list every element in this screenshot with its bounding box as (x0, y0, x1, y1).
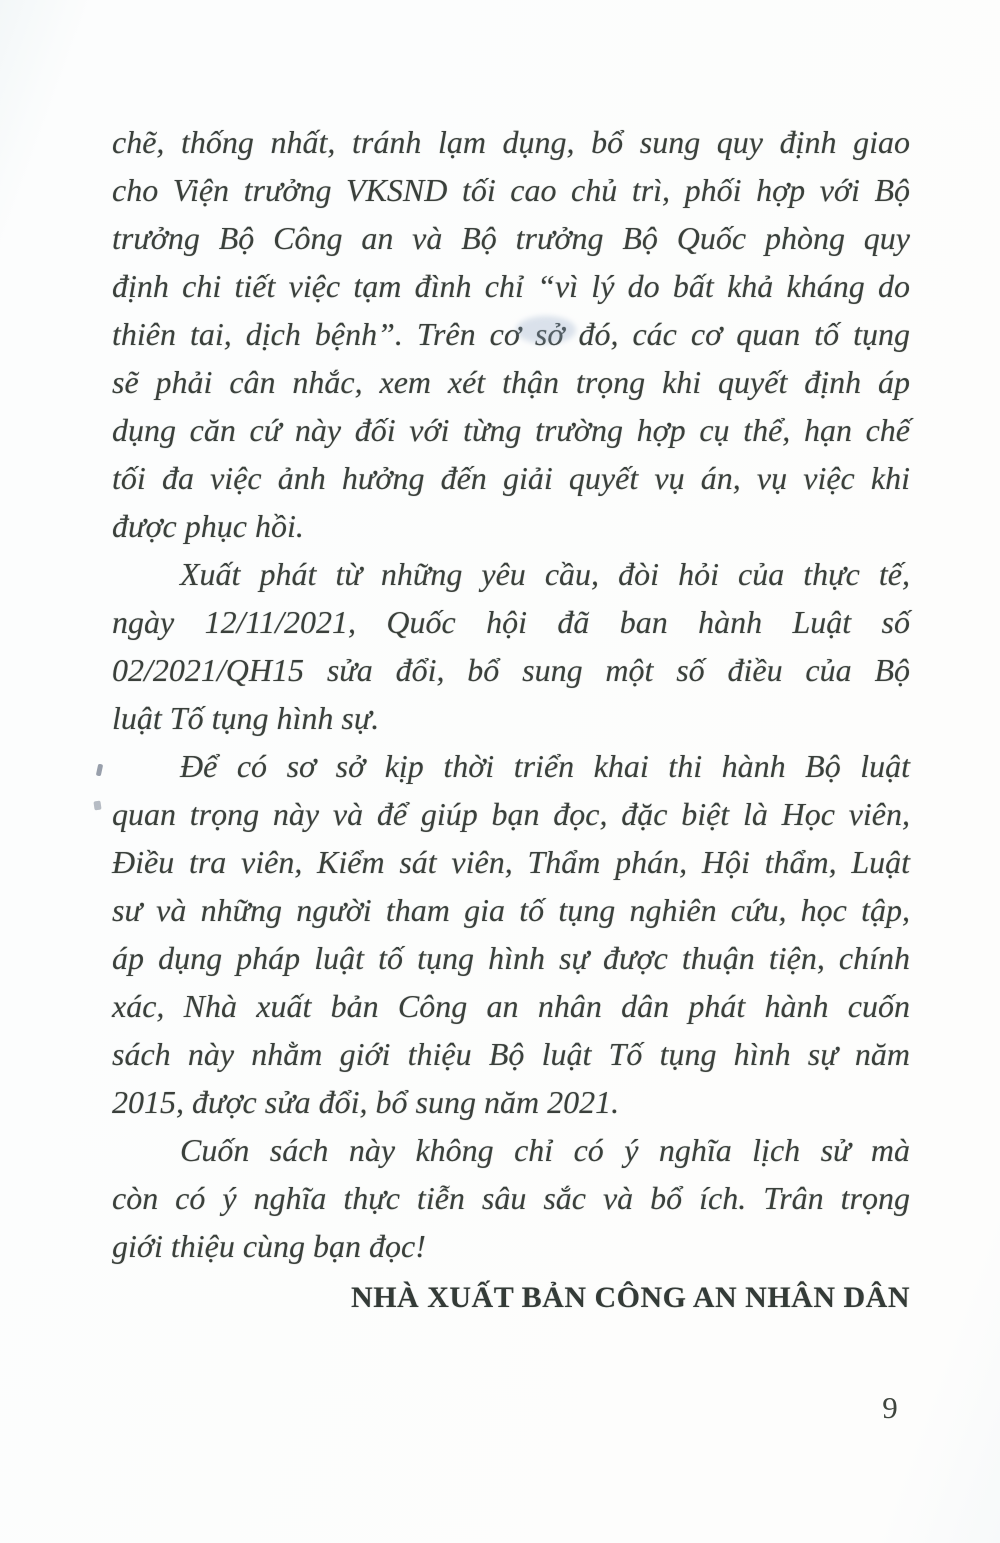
text-line: chẽ, thống nhất, tránh lạm dụng, bổ sung quy định giao (112, 124, 910, 160)
text-line: Xuất phát từ những yêu cầu, đòi hỏi của thực tế, (180, 556, 910, 592)
text-line: Để có sơ sở kịp thời triển khai thi hành Bộ luật (180, 748, 910, 784)
text-line: ngày 12/11/2021, Quốc hội đã ban hành Luật số (112, 604, 910, 640)
text-line: xác, Nhà xuất bản Công an nhân dân phát hành cuốn (112, 988, 910, 1024)
text-line: luật Tố tụng hình sự. (112, 700, 380, 736)
text-line: giới thiệu cùng bạn đọc! (112, 1228, 426, 1264)
text-line: cho Viện trưởng VKSND tối cao chủ trì, phối hợp với Bộ (112, 172, 910, 208)
text-block (112, 118, 910, 1270)
text-line: 2015, được sửa đổi, bổ sung năm 2021. (112, 1084, 620, 1120)
text-line: thiên tai, dịch bệnh”. Trên cơ sở đó, các cơ quan tố tụng (112, 316, 910, 352)
scan-speck (96, 764, 103, 777)
text-line: Cuốn sách này không chỉ có ý nghĩa lịch sử mà (180, 1132, 910, 1168)
text-line: sẽ phải cân nhắc, xem xét thận trọng khi quyết định áp (112, 364, 910, 400)
text-line: dụng căn cứ này đối với từng trường hợp cụ thể, hạn chế (112, 412, 910, 448)
text-line: áp dụng pháp luật tố tụng hình sự được thuận tiện, chính (112, 940, 910, 976)
publisher-signature: NHÀ XUẤT BẢN CÔNG AN NHÂN DÂN (351, 1281, 910, 1314)
text-line: quan trọng này và để giúp bạn đọc, đặc biệt là Học viên, (112, 796, 910, 832)
text-line: trưởng Bộ Công an và Bộ trưởng Bộ Quốc phòng quy (112, 220, 910, 256)
text-line: 02/2021/QH15 sửa đổi, bổ sung một số điều của Bộ (112, 652, 910, 688)
text-line: sư và những người tham gia tố tụng nghiên cứu, học tập, (112, 892, 910, 928)
text-line: tối đa việc ảnh hưởng đến giải quyết vụ án, vụ việc khi (112, 460, 910, 496)
text-line: định chi tiết việc tạm đình chỉ “vì lý do bất khả kháng do (112, 268, 910, 304)
text-line: còn có ý nghĩa thực tiễn sâu sắc và bổ ích. Trân trọng (112, 1180, 910, 1216)
text-line: được phục hồi. (112, 508, 304, 544)
text-line: sách này nhằm giới thiệu Bộ luật Tố tụng hình sự năm (112, 1036, 910, 1072)
text-line: Điều tra viên, Kiểm sát viên, Thẩm phán, Hội thẩm, Luật (112, 844, 910, 880)
scan-speck (93, 801, 101, 811)
page-number: 9 (882, 1390, 898, 1425)
